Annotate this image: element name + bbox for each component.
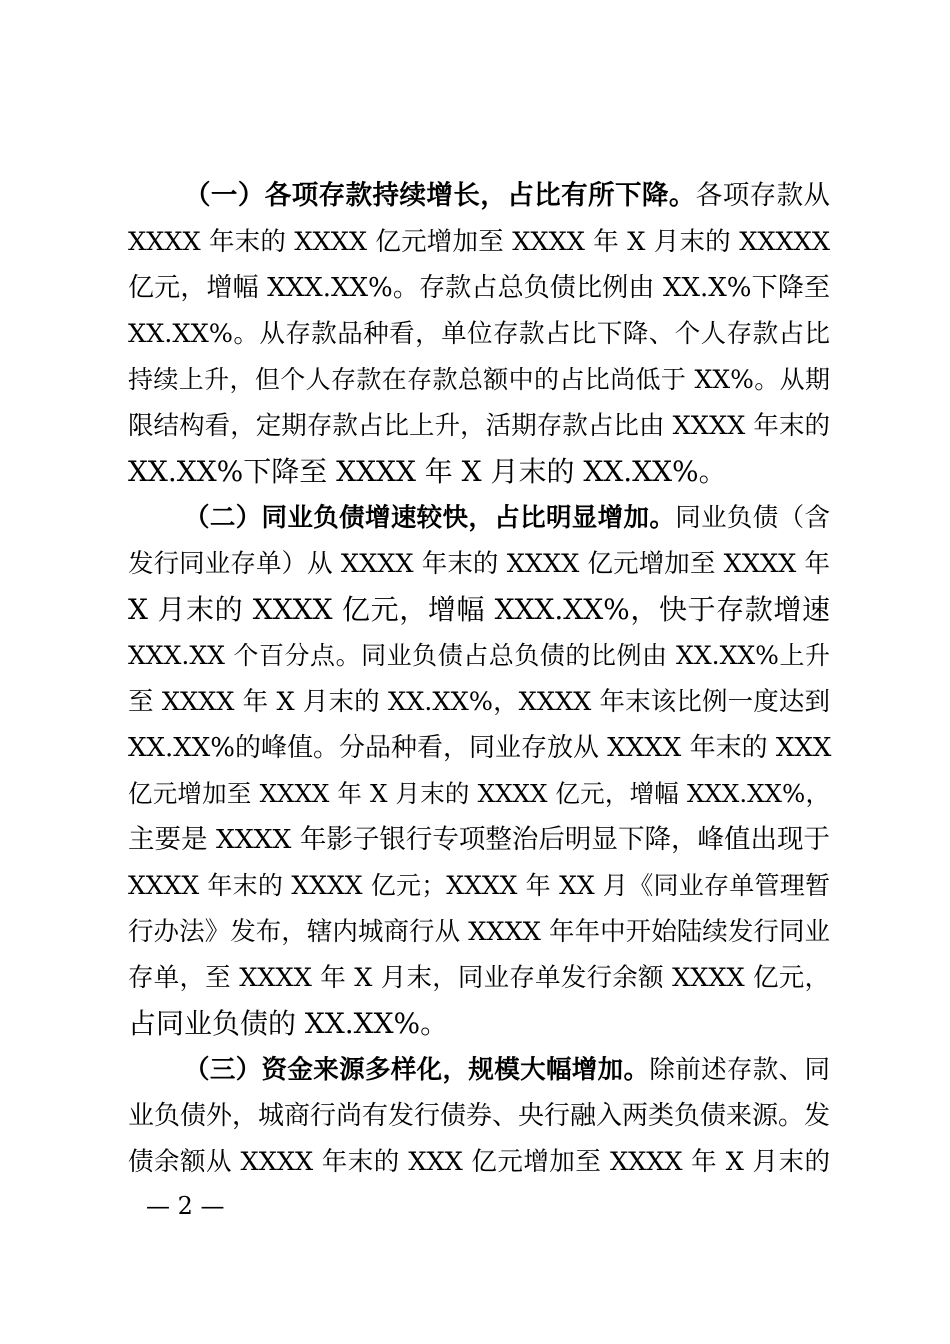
section-1-line-6: 限结构看，定期存款占比上升，活期存款占比由 XXXX 年末的	[128, 411, 830, 441]
section-2-line-7: 亿元增加至 XXXX 年 X 月末的 XXXX 亿元，增幅 XXX.XX%，	[128, 779, 830, 808]
section-2-line-12: 占同业负债的 XX.XX%。	[128, 1007, 449, 1040]
section-3-line-1-text: 除前述存款、同	[649, 1055, 830, 1085]
section-3-line-2: 业负债外，城商行尚有发行债券、央行融入两类负债来源。发	[128, 1101, 831, 1131]
section-1-line-1	[184, 173, 830, 219]
section-1-heading: （一）各项存款持续增长，占比有所下降。	[184, 180, 696, 211]
section-2-line-9: XXXX 年末的 XXXX 亿元；XXXX 年 XX 月《同业存单管理暂	[128, 871, 830, 900]
section-3-line-3: 债余额从 XXXX 年末的 XXX 亿元增加至 XXXX 年 X 月末的	[128, 1147, 830, 1177]
section-3-heading: （三）资金来源多样化，规模大幅增加。	[184, 1055, 650, 1085]
section-2-line-8: 主要是 XXXX 年影子银行专项整治后明显下降，峰值出现于	[128, 824, 830, 855]
section-2-line-11: 存单，至 XXXX 年 X 月末，同业存单发行余额 XXXX 亿元，	[128, 963, 830, 993]
section-2-line-4: XXX.XX 个百分点。同业负债占总负债的比例由 XX.XX%上升	[128, 641, 830, 670]
section-3-line-1	[184, 1047, 830, 1093]
section-1-line-5: 持续上升，但个人存款在存款总额中的占比尚低于 XX%。从期	[128, 365, 830, 394]
section-2-line-10: 行办法》发布，辖内城商行从 XXXX 年年中开始陆续发行同业	[128, 917, 830, 947]
section-1-line-1-text: 各项存款从	[695, 180, 831, 211]
page-number: — 2 —	[146, 1192, 225, 1220]
section-2-line-2: 发行同业存单）从 XXXX 年末的 XXXX 亿元增加至 XXXX 年	[128, 549, 830, 579]
section-2-line-1-text: 同业负债（含	[675, 503, 830, 533]
section-1-line-4: XX.XX%。从存款品种看，单位存款占比下降、个人存款占比	[128, 319, 830, 349]
section-2-line-6: XX.XX%的峰值。分品种看，同业存放从 XXXX 年末的 XXX	[128, 733, 832, 763]
section-1-line-2: XXXX 年末的 XXXX 亿元增加至 XXXX 年 X 月末的 XXXXX	[128, 227, 830, 257]
section-2-line-1	[184, 495, 830, 541]
section-2-line-3: X 月末的 XXXX 亿元，增幅 XXX.XX%，快于存款增速	[128, 593, 830, 626]
section-2-heading: （二）同业负债增速较快，占比明显增加。	[184, 503, 676, 533]
section-1-line-7: XX.XX%下降至 XXXX 年 X 月末的 XX.XX%。	[128, 455, 727, 488]
section-2-line-5: 至 XXXX 年 X 月末的 XX.XX%，XXXX 年末该比例一度达到	[128, 687, 830, 717]
section-1-line-3: 亿元，增幅 XXX.XX%。存款占总负债比例由 XX.X%下降至	[128, 273, 830, 303]
